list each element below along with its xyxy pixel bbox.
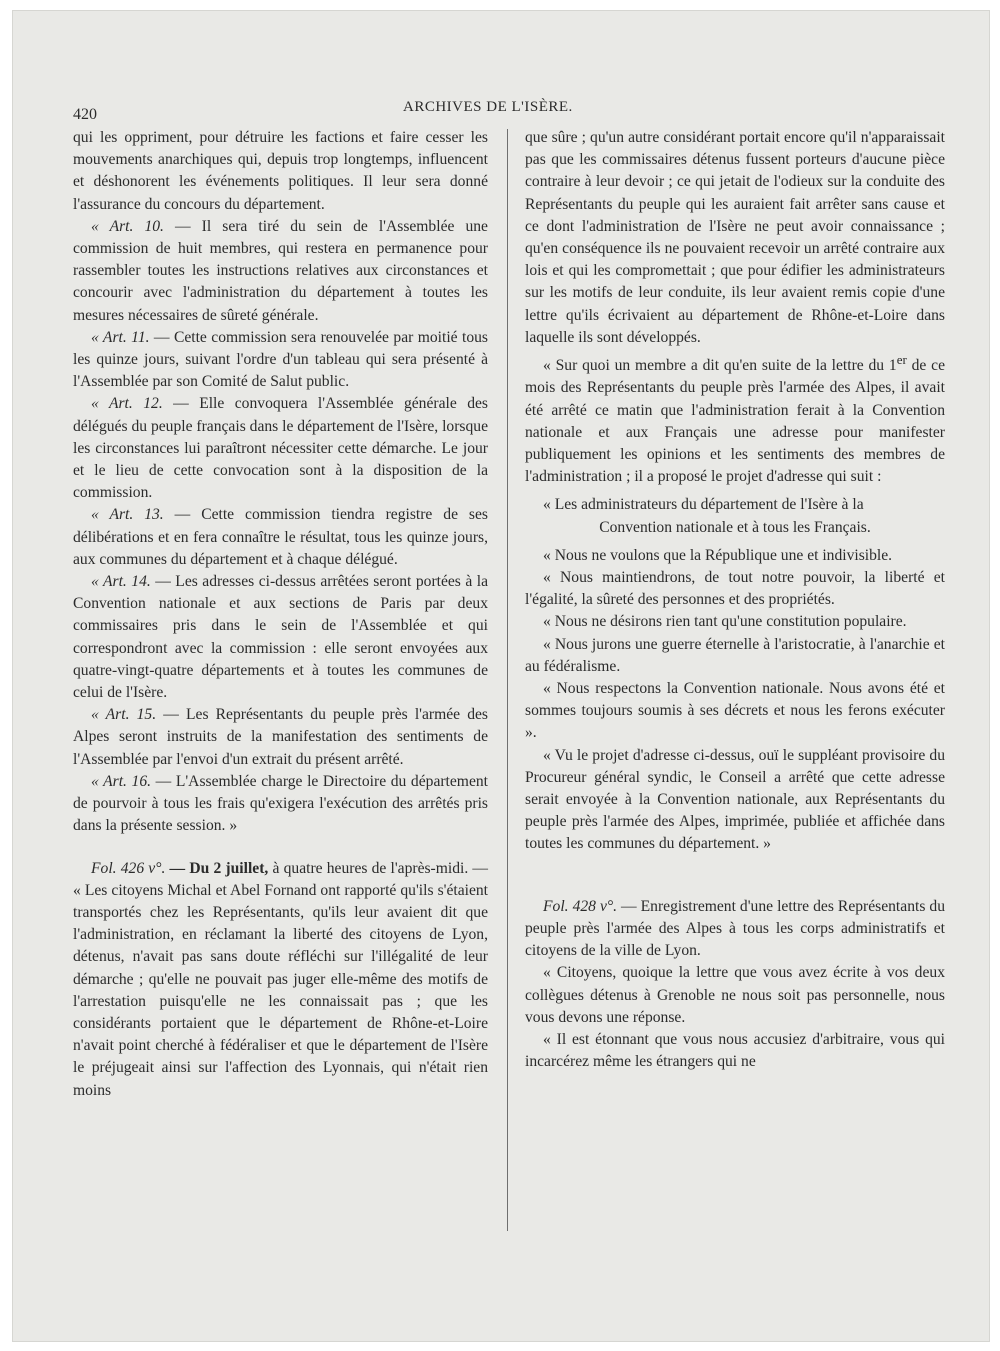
article-text: — Elle convoquera l'Assemblée générale des délégués du peuple français dans le département de l'Isère, lorsque les circonstances lui paraîtront nécessiter cette démarche. Le jour et le lieu de cette convocation sont à la disposition de la commission. — [73, 395, 489, 502]
article-15 — [73, 704, 488, 771]
article-label: « Art. 14. — [91, 573, 151, 591]
page-number: 420 — [73, 106, 97, 123]
article-text: — L'Assemblée charge le Directoire du département de pourvoir à tous les frais qu'exigera l'exécution des arrêtés pris dans la présente session. » — [73, 772, 488, 835]
left-column — [73, 127, 488, 1102]
article-text: — Les Représentants du peuple près l'armée des Alpes seront instruits de la manifestation des sentiments de l'Assemblée par l'envoi d'un extrait du présent arrêté. — [73, 706, 488, 768]
article-14 — [73, 571, 488, 704]
folio-text: — Enregistrement d'une lettre des Représentants du peuple près l'armée des Alpes à tous les corps administratifs et citoyens de la ville de Lyon. — [525, 897, 945, 960]
article-label: « Art. 12. — [91, 395, 163, 413]
quote-paragraph: « Nous ne voulons que la République une et indivisible. — [543, 546, 893, 564]
address-heading-line-2: Convention nationale et à tous les Français. — [599, 518, 871, 536]
article-text: — Il sera tiré du sein de l'Assemblée une commission de huit membres, qui restera en permanence pour rassembler toutes les instructions relatives aux circonstances et concourir avec l'administration du département à toutes les mesures nécessaires de sûreté générale. — [73, 217, 488, 324]
quote-paragraph: « Vu le projet d'adresse ci-dessus, ouï le suppléant provisoire du Procureur général syndic, le Conseil a arrêté que cette adresse serait envoyée à la Convention nationale, aux Représentants du peuple près l'armée des Alpes, imprimée, publiée et affichée dans toutes les communes du département. » — [525, 746, 945, 853]
quote-paragraph: « Nous jurons une guerre éternelle à l'aristocratie, à l'anarchie et au fédéralisme. — [525, 635, 945, 675]
right-column — [525, 127, 945, 1073]
article-label: « Art. 16. — [91, 772, 152, 790]
paragraph-continuation: qui les oppriment, pour détruire les factions et faire cesser les mouvements anarchiques qui, depuis trop longtemps, influencent et déshonorent les événements politiques. Il leur sera donné l'assurance du concours du département. — [73, 129, 488, 213]
superscript: er — [896, 352, 907, 368]
folio-428-entry — [525, 896, 945, 963]
article-16 — [73, 771, 488, 838]
paragraph-continuation: que sûre ; qu'un autre considérant portait encore qu'il n'apparaissait pas que les commissaires détenus fussent porteurs d'aucune pièce contraire à leur devoir ; ce qui jetait de l'odieux sur la conduite des Représentants du peuple qui les auraient fait arrêter sans cause et ce dont l'administration de l'Isère ne peut avoir connaissance ; qu'en conséquence ils ne pouvaient recevoir un arrêté contraire aux lois et qui les compromettait ; que pour édifier les administrateurs sur les motifs de leur conduite, ils leur avaient remis copie d'une lettre qu'ils écrivaient au département de Rhône-et-Loire dans laquelle ils sont développés. — [525, 129, 945, 346]
running-title: ARCHIVES DE L'ISÈRE. — [403, 99, 573, 115]
article-12 — [73, 393, 488, 504]
article-11 — [73, 327, 488, 394]
article-10 — [73, 216, 488, 327]
article-label: « Art. 11. — [91, 328, 150, 346]
article-text: — Cette commission sera renouvelée par moitié tous les quinze jours, suivant l'ordre d'un tableau qui sera présenté à l'Assemblée par son Comité de Salut public. — [73, 328, 488, 391]
article-13 — [73, 504, 488, 571]
quote-paragraph: « Nous respectons la Convention nationale. Nous avons été et sommes toujours soumis à ses décrets et nous les ferons exécuter ». — [525, 680, 945, 742]
book-page — [12, 10, 990, 1342]
folio-date: — Du 2 juillet, — [165, 859, 269, 877]
letter-paragraph: « Citoyens, quoique la lettre que vous avez écrite à vos deux collègues détenus à Grenoble ne nous soit pas personnelle, nous vous devons une réponse. — [525, 964, 945, 1026]
letter-paragraph: « Il est étonnant que vous nous accusiez d'arbitraire, vous qui incarcérez même les étrangers qui ne — [525, 1030, 945, 1071]
quote-paragraph: « Nous maintiendrons, de tout notre pouvoir, la liberté et l'égalité, la sûreté des personnes et des propriétés. — [525, 569, 945, 609]
folio-text: à quatre heures de l'après-midi. — « Les citoyens Michal et Abel Fornand ont rapporté qu'ils s'étaient transportés chez les Représentants, qu'ils leur avaient dit que l'administration, en réclamant la liberté des citoyens de Lyon, détenus, n'avait pas sans doute réfléchi sur l'illégalité de leur démarche ; qu'elle ne pouvait pas juger elle-même des motifs de l'arrestation puisqu'elle ne les connaissait pas ; que les considérants portaient que le département de Rhône-et-Loire n'avait point cherché à fédéraliser et que le département de l'Isère le préjugeait ainsi sur l'affection des Lyonnais, qui n'était rien moins — [73, 859, 489, 1099]
article-text: — Cette commission tiendra registre de ses délibérations et en fera connaître le résultat, tous les quinze jours, aux communes du département et à chaque délégué. — [73, 506, 488, 568]
article-label: « Art. 15. — [91, 706, 157, 724]
column-divider — [507, 129, 508, 1231]
folio-label: Fol. 428 v°. — [543, 897, 618, 915]
folio-label: Fol. 426 v°. — [91, 859, 166, 877]
article-text: — Les adresses ci-dessus arrêtées seront portées à la Convention nationale et aux sections de Paris par deux commissaires pris dans le sein de l'Assemblée et qui correspondront avec la commission : elle seront envoyées aux quatre-vingt-quatre départements et à toutes les communes de celui de l'Isère. — [73, 573, 488, 702]
address-heading-line-1: « Les administrateurs du département de l'Isère à la — [543, 496, 864, 514]
folio-426-entry — [73, 858, 488, 1102]
quote-paragraph: « Nous ne désirons rien tant qu'une constitution populaire. — [543, 613, 907, 631]
paragraph-proposal: « Sur quoi un membre a dit qu'en suite de la lettre du 1er de ce mois des Représentants du peuple près l'armée des Alpes, il avait été arrêté ce matin que l'administration ferait à la Convention nationale et aux Français une adresse pour manifester publiquement les opinions et les sentiments des membres de l'administration ; il a proposé le projet d'adresse qui suit : — [525, 352, 946, 486]
article-label: « Art. 13. — [91, 506, 164, 524]
article-label: « Art. 10. — [91, 217, 164, 235]
